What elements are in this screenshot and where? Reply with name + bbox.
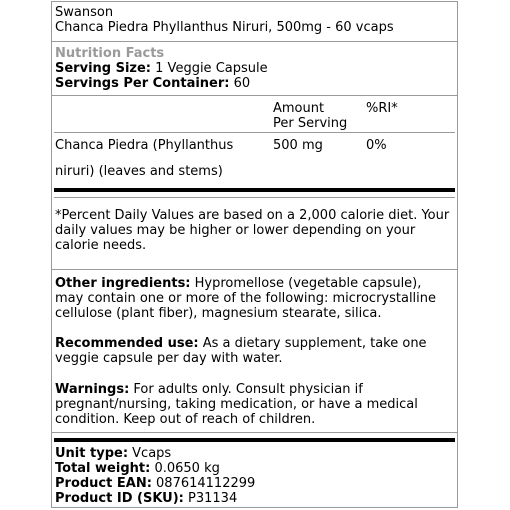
divider (52, 95, 457, 96)
serving-size-value: 1 Veggie Capsule (155, 61, 268, 76)
amount-per-serving-header (273, 101, 347, 131)
unit-type (55, 446, 171, 461)
ingredient-name-line2: niruri) (leaves and stems) (55, 164, 223, 179)
brand-name: Swanson (55, 5, 114, 20)
recommended-use-text: As a dietary supplement, take one veggie capsule per day with water. (55, 336, 427, 366)
product-ean-value: 087614112299 (151, 476, 256, 491)
divider (52, 432, 457, 433)
product-sku (55, 491, 237, 506)
supplement-facts-label (51, 1, 458, 508)
total-weight-label: Total weight: (55, 461, 151, 476)
divider (52, 269, 457, 270)
servings-label: Servings Per Container: (55, 76, 230, 91)
total-weight (55, 461, 220, 476)
total-weight-value: 0.0650 kg (150, 461, 220, 476)
unit-type-label: Unit type: (55, 446, 129, 461)
ingredient-amount: 500 mg (273, 138, 323, 153)
product-name: Chanca Piedra Phyllanthus Niruri, 500mg - 60 vcaps (55, 20, 394, 35)
thick-divider (54, 438, 455, 442)
recommended-use-label: Recommended use: (55, 336, 199, 351)
other-ingredients-text: Hypromellose (vegetable capsule), may contain one or more of the following: microcrystalline cellulose (plant fiber), magnesium stearate, silica. (55, 276, 437, 321)
ingredient-ri: 0% (366, 138, 387, 153)
serving-size (55, 61, 268, 76)
other-ingredients-label: Other ingredients: (55, 276, 191, 291)
other-ingredients (55, 276, 453, 321)
daily-value-disclaimer: *Percent Daily Values are based on a 2,000 calorie diet. Your daily values may be higher or lower depending on your calorie needs. (55, 208, 450, 253)
servings-per-container (55, 76, 250, 91)
divider (52, 41, 457, 42)
amount-header-line1: Amount (273, 101, 325, 116)
thick-divider (54, 188, 455, 192)
recommended-use (55, 336, 453, 366)
product-sku-label: Product ID (SKU): (55, 491, 184, 506)
product-ean-label: Product EAN: (55, 476, 152, 491)
divider (54, 132, 455, 133)
product-ean (55, 476, 255, 491)
product-sku-value: P31134 (183, 491, 238, 506)
ri-header: %RI* (366, 101, 398, 116)
servings-value: 60 (233, 76, 251, 91)
nutrition-facts-title: Nutrition Facts (55, 46, 165, 61)
serving-size-label: Serving Size: (55, 61, 152, 76)
warnings-label: Warnings: (55, 382, 130, 397)
amount-header-line2: Per Serving (273, 116, 348, 131)
ingredient-name-line1: Chanca Piedra (Phyllanthus (55, 138, 234, 153)
warnings-text: For adults only. Consult physician if pregnant/nursing, taking medication, or have a medical condition. Keep out of reach of children. (55, 382, 418, 427)
divider (54, 197, 455, 198)
unit-type-value: Vcaps (128, 446, 172, 461)
warnings (55, 382, 453, 427)
